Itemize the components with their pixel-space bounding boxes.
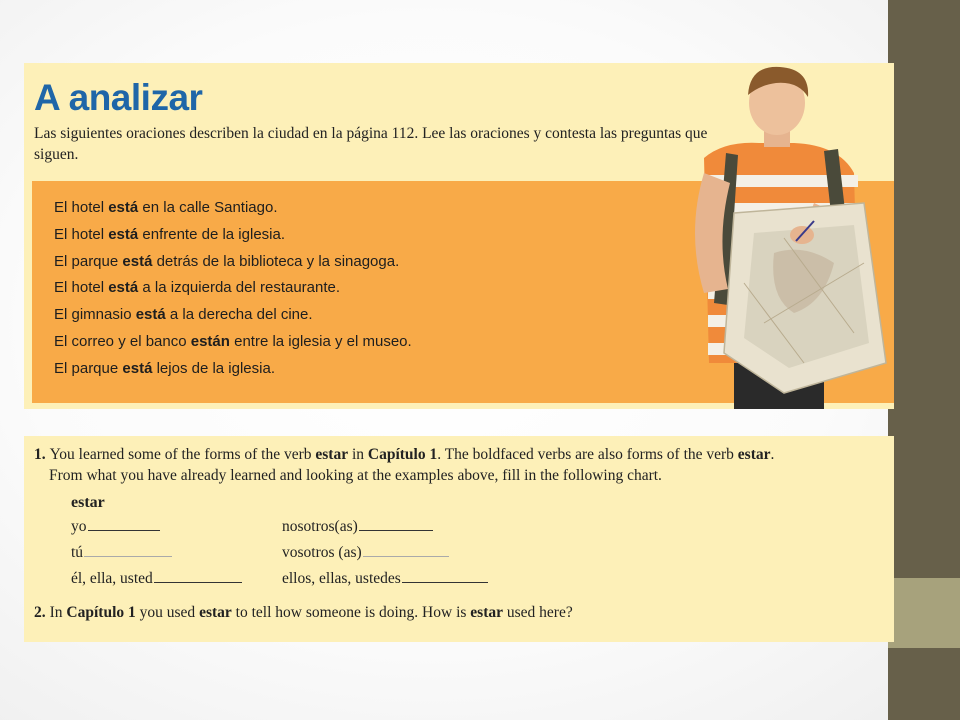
bold-verb: está <box>122 359 153 377</box>
question-2: 2. In Capítulo 1 you used estar to tell how someone is doing. How is estar used here? <box>34 604 573 621</box>
chart-cell-yo: yo <box>71 518 160 536</box>
sentence-list <box>54 195 412 383</box>
chart-heading: estar <box>71 494 105 511</box>
chart-cell-ellos-ellas-ustedes: ellos, ellas, ustedes <box>282 570 488 588</box>
bold-verb: está <box>108 225 139 243</box>
sentence-item: El parque está lejos de la iglesia. <box>54 359 275 377</box>
sentence-item: El correo y el banco están entre la iglesia y el museo. <box>54 332 412 350</box>
sentence-item: El hotel está a la izquierda del restaurante. <box>54 279 341 297</box>
sentence-item: El hotel está enfrente de la iglesia. <box>54 225 285 243</box>
answer-blank[interactable] <box>402 581 488 583</box>
answer-blank[interactable] <box>84 555 172 557</box>
bold-verb: está <box>122 252 153 270</box>
intro-text: Las siguientes oraciones describen la ciudad en la página 112. Lee las oraciones y contesta las preguntas que siguen. <box>34 125 708 163</box>
bold-verb: está <box>135 306 166 324</box>
answer-blank[interactable] <box>154 581 242 583</box>
answer-blank[interactable] <box>359 529 433 531</box>
bold-verb: están <box>190 332 230 350</box>
bold-verb: está <box>108 199 139 216</box>
sentence-item: El parque está detrás de la biblioteca y la sinagoga. <box>54 252 400 270</box>
answer-blank[interactable] <box>88 529 160 531</box>
section-title: A analizar <box>34 77 203 118</box>
bold-verb: está <box>108 279 139 297</box>
chart-cell-vosotros: vosotros (as) <box>282 544 449 562</box>
sentence-item: El hotel está en la calle Santiago. <box>54 199 278 216</box>
chart-cell-el-ella-usted: él, ella, usted <box>71 570 242 588</box>
sentence-item: El gimnasio está a la derecha del cine. <box>54 306 313 324</box>
questions-panel <box>24 436 894 642</box>
student-with-map-photo <box>664 63 894 409</box>
analysis-panel <box>24 63 894 409</box>
chart-cell-tu: tú <box>71 544 172 562</box>
chart-cell-nosotros: nosotros(as) <box>282 518 433 536</box>
slide-side-accent <box>888 578 960 648</box>
question-1: 1. You learned some of the forms of the verb estar in Capítulo 1. The boldfaced verbs are also forms of the verb estar. From what you have already learned and looking at the examples above, fill in the following chart. <box>34 446 775 484</box>
answer-blank[interactable] <box>363 555 449 557</box>
